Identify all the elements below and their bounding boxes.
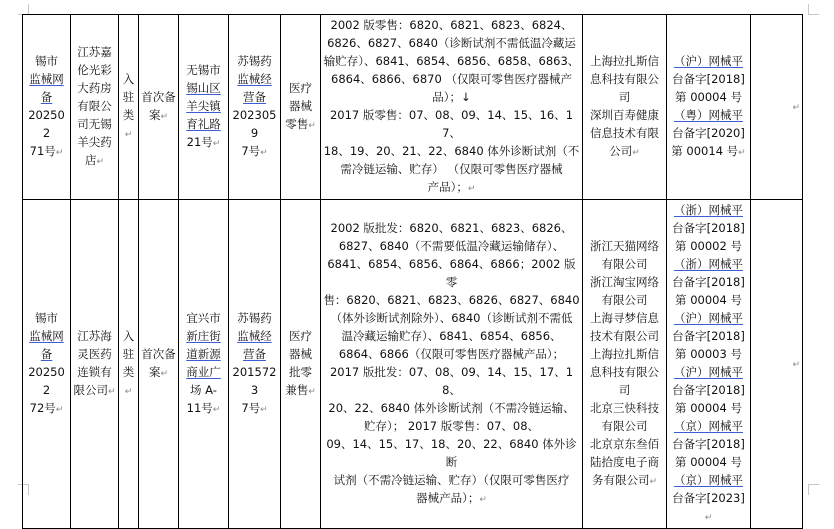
record_no-line: 72号	[29, 401, 56, 415]
platform-line: 司	[618, 90, 631, 104]
cell-name	[71, 15, 119, 200]
platform-line: 北京京东叁佰	[590, 437, 659, 451]
cell-end-mark: ↵	[160, 112, 169, 122]
name-line: 伦光彩	[77, 63, 112, 77]
platform_record-line: 台备字[2018]	[672, 329, 745, 343]
license-line: 2023059	[232, 108, 277, 140]
scope-line: 输贮存）、6841、6854、6856、6858、6863、	[323, 54, 580, 68]
platform-line: 有限公司	[601, 257, 648, 271]
scope-line: 试剂（不需冷链运输、贮存）（仅限可零售医疗	[333, 473, 570, 487]
address-line: 道新源	[186, 347, 221, 361]
address-line: 场 A-	[190, 383, 217, 397]
scope-line: 产品）；	[427, 180, 468, 194]
record-table	[22, 14, 803, 529]
name-line: 连锁有	[77, 365, 112, 379]
address-line: 无锡市	[186, 63, 221, 77]
cell-filing	[139, 15, 179, 200]
cell-end-mark: ↵	[107, 387, 116, 397]
cell-end-mark: ↵	[96, 157, 105, 167]
scope-line: 18、19、20、21、22、6840 体外诊断试剂（不	[323, 144, 580, 158]
type-line: 驻	[122, 347, 135, 361]
platform-line: 北京三快科技	[590, 401, 659, 415]
name-line: 羊尖药	[77, 135, 112, 149]
platform-line: 技术有限公司	[590, 329, 659, 343]
platform-line: 上海拉扎斯信	[590, 54, 659, 68]
platform-line: 有限公司	[601, 293, 648, 307]
cell-record-no	[23, 15, 71, 200]
category-line: 器械	[289, 347, 312, 361]
cell-end-mark: ↵	[124, 130, 133, 140]
record_no-line: 锡市	[35, 54, 58, 68]
platform_record-line: 第 00002 号	[675, 239, 742, 253]
cell-type	[119, 200, 139, 529]
cell-filing	[139, 200, 179, 529]
cell-end-mark: ↵	[55, 148, 64, 158]
cell-category	[281, 15, 321, 200]
address-line: 11号	[186, 401, 213, 415]
platform_record-line: 第 00004 号	[675, 455, 742, 469]
name-line: 司无锡	[77, 117, 112, 131]
platform_record-line: 台备字[2023]	[672, 491, 745, 505]
cell-platform-record	[667, 200, 751, 529]
cell-license	[229, 15, 281, 200]
scope-line: 2017 版零售：07、08、09、14、15、16、17、	[329, 108, 574, 140]
type-line: 类	[122, 108, 135, 122]
type-line: 驻	[122, 90, 135, 104]
platform_record-line: （浙）网械平	[674, 257, 743, 271]
platform_record-line: 台备字[2020]	[672, 126, 745, 140]
scope-line: 贮存）； 2017 版零售：07、08、	[363, 419, 540, 433]
category-line: 医疗	[289, 329, 312, 343]
platform_record-line: （沪）网械平	[674, 311, 743, 325]
name-line: 江苏嘉	[77, 45, 112, 59]
cell-scope	[321, 15, 583, 200]
license-line: 营备	[243, 347, 266, 361]
address-line: 羊尖镇	[186, 99, 221, 113]
platform-line: 浙江天猫网络	[590, 239, 659, 253]
cell-end-mark: ↵	[632, 148, 640, 158]
scope-line: 温冷藏运输贮存）、6841、6854、6856、	[341, 329, 562, 343]
platform-line: 浙江淘宝网络	[590, 275, 659, 289]
address-line: 新庄街	[186, 329, 221, 343]
platform_record-line: （粤）网械平	[674, 108, 743, 122]
cell-address	[179, 15, 229, 200]
license-line: 苏锡药	[237, 311, 272, 325]
cell-end-mark: ↵	[704, 513, 713, 523]
cell-row-end	[751, 200, 803, 529]
scope-line: 6864、6866、6870 （仅限可零售医疗器械产	[331, 72, 572, 86]
cell-end-mark: ↵	[260, 148, 268, 158]
category-line: 批零	[289, 365, 312, 379]
address-line: 锡山区	[186, 81, 221, 95]
platform_record-line: （京）网械平	[674, 473, 743, 487]
license-line: 营备	[243, 90, 266, 104]
address-line: 育礼路	[186, 117, 221, 131]
platform_record-line: （浙）网械平	[674, 203, 743, 217]
platform-line: 陆拾度电子商	[590, 455, 659, 469]
table-row	[23, 15, 803, 200]
license-line: 监械经	[237, 72, 272, 86]
cell-end-mark: ↵	[467, 184, 476, 194]
platform_record-line: 台备字[2018]	[672, 221, 745, 235]
platform_record-line: 台备字[2018]	[672, 383, 745, 397]
cell-address	[179, 200, 229, 529]
scope-line: 需冷链运输、贮存） （仅限可零售医疗器械	[340, 162, 563, 176]
table-row	[23, 200, 803, 529]
license-line: 苏锡药	[237, 54, 272, 68]
record_no-line: 71号	[29, 144, 56, 158]
platform-line: 有限公司	[601, 419, 648, 433]
cell-name	[71, 200, 119, 529]
cell-scope	[321, 200, 583, 529]
name-line: 江苏海	[77, 329, 112, 343]
category-line: 器械	[289, 99, 312, 113]
license-line: 监械经	[237, 329, 272, 343]
platform-line: 公司	[609, 144, 633, 158]
platform-line: 深圳百寿健康	[590, 108, 659, 122]
name-line: 店	[84, 153, 97, 167]
filing-text: 首次备案	[141, 347, 176, 379]
cell-end-mark: ↵	[124, 387, 133, 397]
cell-end-mark: ↵	[308, 121, 316, 131]
scope-line: 2002 版批发：6820、6821、6823、6826、	[330, 221, 573, 235]
cell-license	[229, 200, 281, 529]
page-corner-mark	[808, 4, 819, 15]
platform_record-line: 第 00004 号	[675, 401, 742, 415]
cell-end-mark: ↵	[308, 387, 316, 397]
cell-end-mark: ↵	[212, 405, 221, 415]
page-corner-mark	[808, 484, 819, 495]
type-line: 入	[122, 329, 135, 343]
scope-line: 2002 版零售：6820、6821、6823、6824、	[330, 18, 573, 32]
platform_record-line: 第 00004 号	[675, 293, 742, 307]
row-end-mark: ↵	[792, 103, 800, 113]
cell-platform	[583, 200, 667, 529]
scope-line: 售：6820、6821、6823、6826、6827、6840	[323, 293, 580, 307]
platform-line: 信息技术有限	[590, 126, 659, 140]
platform_record-line: 台备字[2018]	[672, 437, 745, 451]
category-line: 零售	[285, 117, 309, 131]
scope-line: 6827、6840（不需要低温冷藏运输储存）、	[338, 239, 565, 253]
scope-line: 6826、6827、6840（诊断试剂不需低温冷藏运	[327, 36, 576, 50]
record_no-line: 锡市	[35, 311, 58, 325]
category-line: 兼售	[285, 383, 309, 397]
platform_record-line: 第 00004 号	[675, 90, 742, 104]
scope-line: （体外诊断试剂除外）、6840（诊断试剂不需低	[330, 311, 573, 325]
platform-line: 上海寻梦信息	[590, 311, 659, 325]
filing-text: 首次备案	[141, 90, 176, 122]
cell-end-mark: ↵	[212, 139, 221, 149]
type-line: 入	[122, 72, 135, 86]
cell-category	[281, 200, 321, 529]
platform_record-line: 第 00014 号	[671, 144, 739, 158]
record_no-line: 202502	[28, 108, 65, 140]
cell-row-end	[751, 15, 803, 200]
platform_record-line: 台备字[2018]	[672, 72, 745, 86]
name-line: 限公司	[73, 383, 108, 397]
cell-end-mark: ↵	[260, 405, 268, 415]
scope-line: 09、14、15、17、18、20、22、6840 体外诊断	[326, 437, 577, 469]
license-line: 7号	[241, 401, 261, 415]
platform_record-line: 第 00003 号	[675, 347, 742, 361]
platform-line: 务有限公司	[591, 473, 650, 487]
name-line: 灵医药	[77, 347, 112, 361]
address-line: 宜兴市	[186, 311, 221, 325]
cell-platform	[583, 15, 667, 200]
address-line: 21号	[186, 135, 213, 149]
name-line: 大药房	[77, 81, 112, 95]
cell-end-mark: ↵	[649, 477, 658, 487]
scope-line: 20、22、6840 体外诊断试剂（不需冷链运输、	[328, 401, 575, 415]
type-line: 类	[122, 365, 135, 379]
name-line: 有限公	[77, 99, 112, 113]
platform_record-line: 台备字[2018]	[672, 275, 745, 289]
cell-end-mark: ↵	[160, 369, 169, 379]
platform-line: 上海拉扎斯信	[590, 347, 659, 361]
record_no-line: 监械网备	[29, 329, 64, 361]
platform_record-line: （沪）网械平	[674, 365, 743, 379]
scope-line: 品）；↓	[432, 90, 471, 104]
cell-record-no	[23, 200, 71, 529]
cell-end-mark: ↵	[738, 148, 746, 158]
license-line: 2015723	[232, 365, 277, 397]
platform-line: 息科技有限公	[590, 365, 659, 379]
record_no-line: 监械网备	[29, 72, 64, 104]
platform_record-line: （沪）网械平	[674, 54, 743, 68]
scope-line: 6841、6854、6856、6864、6866；2002 版零	[327, 257, 576, 289]
scope-line: 2017 版批发：07、08、09、14、15、17、18、	[329, 365, 574, 397]
cell-platform-record	[667, 15, 751, 200]
scope-line: 6864、6866（仅限可零售医疗器械产品）；	[338, 347, 565, 361]
row-end-mark: ↵	[792, 360, 800, 370]
address-line: 商业广	[186, 365, 221, 379]
cell-type	[119, 15, 139, 200]
scope-line: 器械产品）；	[416, 491, 480, 505]
platform-line: 司	[618, 383, 631, 397]
platform-line: 息科技有限公	[590, 72, 659, 86]
cell-end-mark: ↵	[55, 405, 64, 415]
platform_record-line: （京）网械平	[674, 419, 743, 433]
cell-end-mark: ↵	[479, 495, 487, 505]
record_no-line: 202502	[28, 365, 65, 397]
category-line: 医疗	[289, 81, 312, 95]
license-line: 7号	[241, 144, 261, 158]
